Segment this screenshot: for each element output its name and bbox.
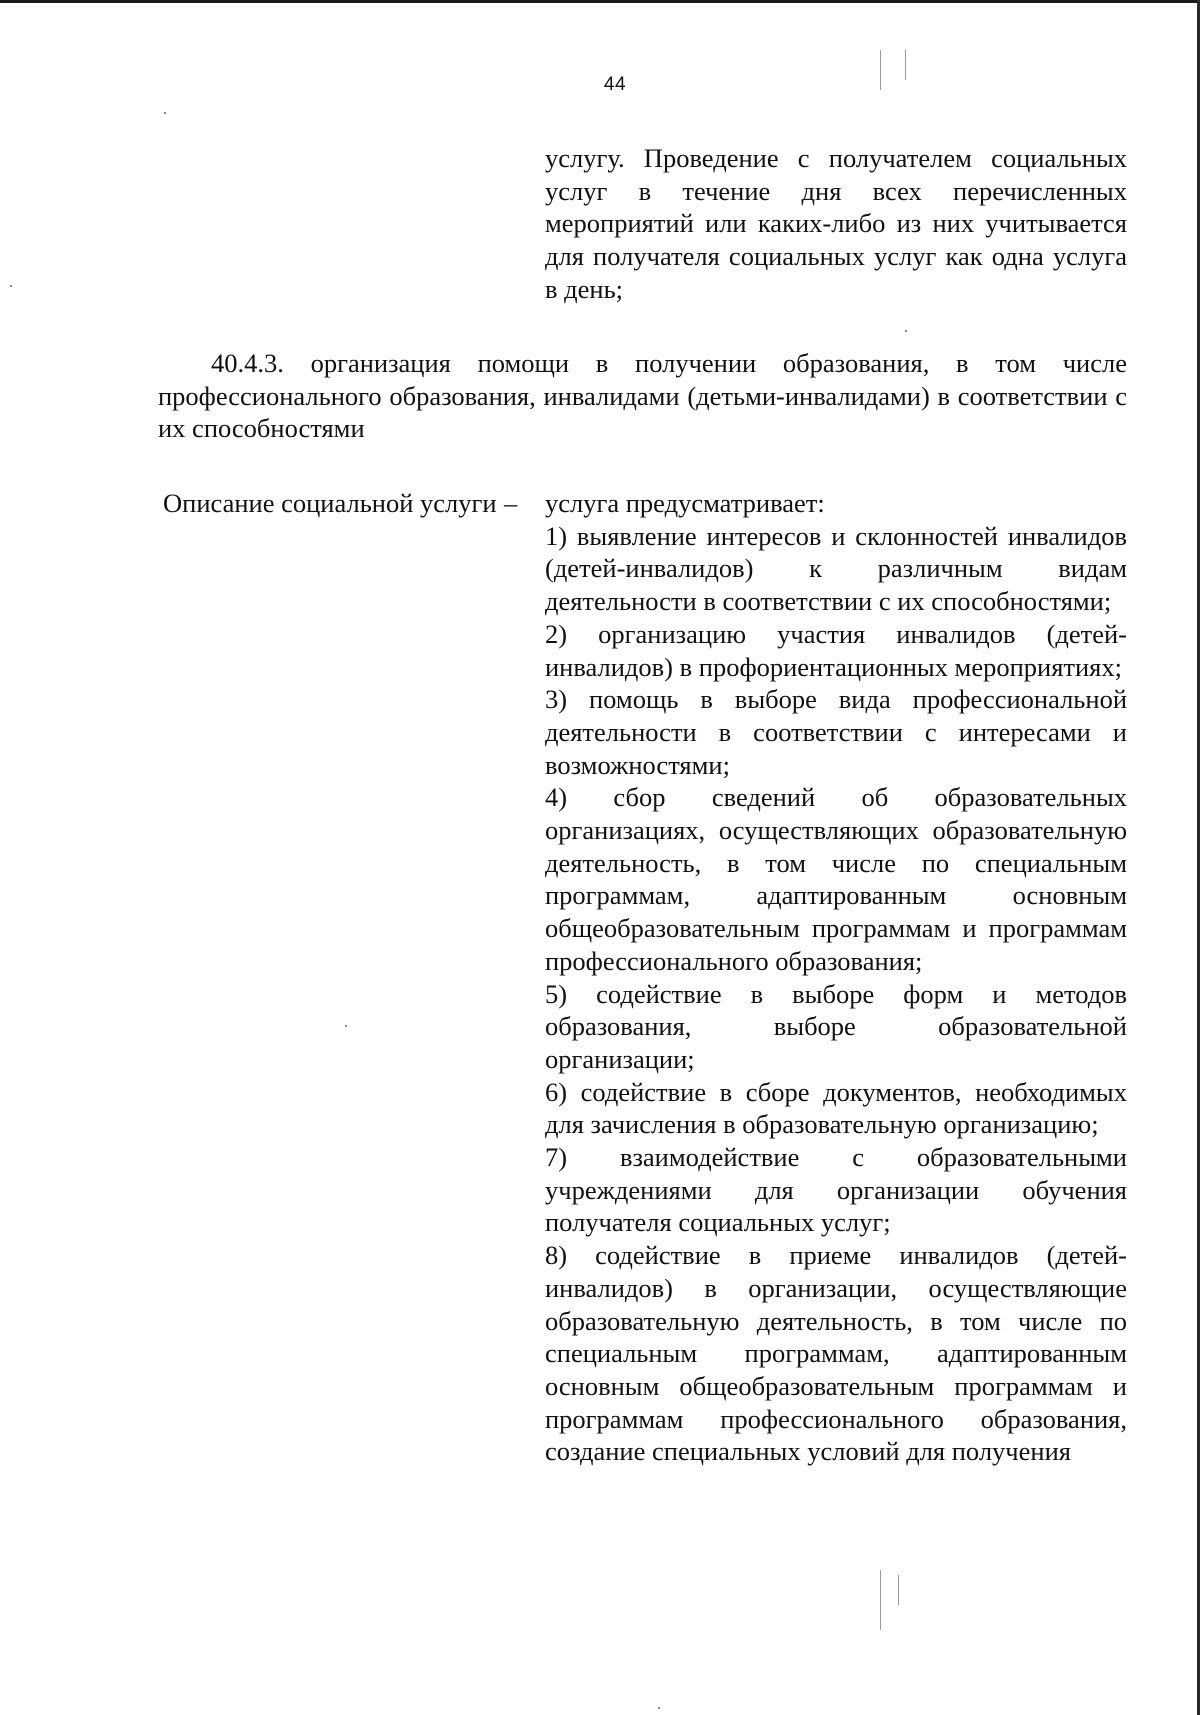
list-item: 5) содействие в выборе форм и методов образования, выборе образовательной организации; — [545, 978, 1127, 1074]
row-description — [545, 487, 1127, 1468]
list-item: 4) сбор сведений об образовательных организациях, осуществляющих образовательную деятельность, в том числе по специальным программам, адаптированным основным общеобразовательным программам и программам профессионального образования; — [545, 782, 1127, 976]
scan-edge-top — [0, 0, 1200, 3]
continuation-paragraph: услугу. Проведение с получателем социальных услуг в течение дня всех перечисленных мероприятий или каких-либо из них учитывается для получателя социальных услуг как одна услуга в день; — [545, 143, 1127, 304]
scan-artifact — [10, 285, 12, 287]
list-item: 6) содействие в сборе документов, необходимых для зачисления в образовательную организацию; — [545, 1076, 1127, 1140]
scan-artifact — [898, 1575, 899, 1605]
section-heading: 40.4.3. организация помощи в получении образования, в том числе профессионального образования, инвалидами (детьми-инвалидами) в соответствии с их способностями — [158, 348, 1127, 444]
scan-artifact — [345, 1025, 347, 1027]
page-number: 44 — [603, 74, 627, 95]
scan-artifact — [905, 50, 906, 80]
list-item: 2) организацию участия инвалидов (детей-инвалидов) в профориентационных мероприятиях; — [545, 618, 1127, 682]
scan-artifact — [880, 50, 881, 90]
description-intro: услуга предусматривает: — [545, 488, 825, 518]
list-item: 7) взаимодействие с образовательными учреждениями для организации обучения получателя социальных услуг; — [545, 1142, 1127, 1238]
scan-artifact — [164, 112, 166, 114]
list-item: 3) помощь в выборе вида профессиональной деятельности в соответствии с интересами и возможностями; — [545, 684, 1127, 780]
scan-artifact — [658, 1707, 660, 1709]
list-item: 8) содействие в приеме инвалидов (детей-инвалидов) в организации, осуществляющие образовательную деятельность, в том числе по специальным программам, адаптированным основным общеобразовательным программам и программам профессионального образования, создание специальных условий для получения — [545, 1240, 1127, 1467]
list-item: 1) выявление интересов и склонностей инвалидов (детей-инвалидов) к различным видам деятельности в соответствии с их способностями; — [545, 520, 1127, 617]
scan-artifact — [905, 330, 907, 332]
row-dash: – — [504, 488, 518, 518]
scan-artifact — [880, 1570, 881, 1630]
row-label: Описание социальной услуги — [163, 488, 497, 518]
